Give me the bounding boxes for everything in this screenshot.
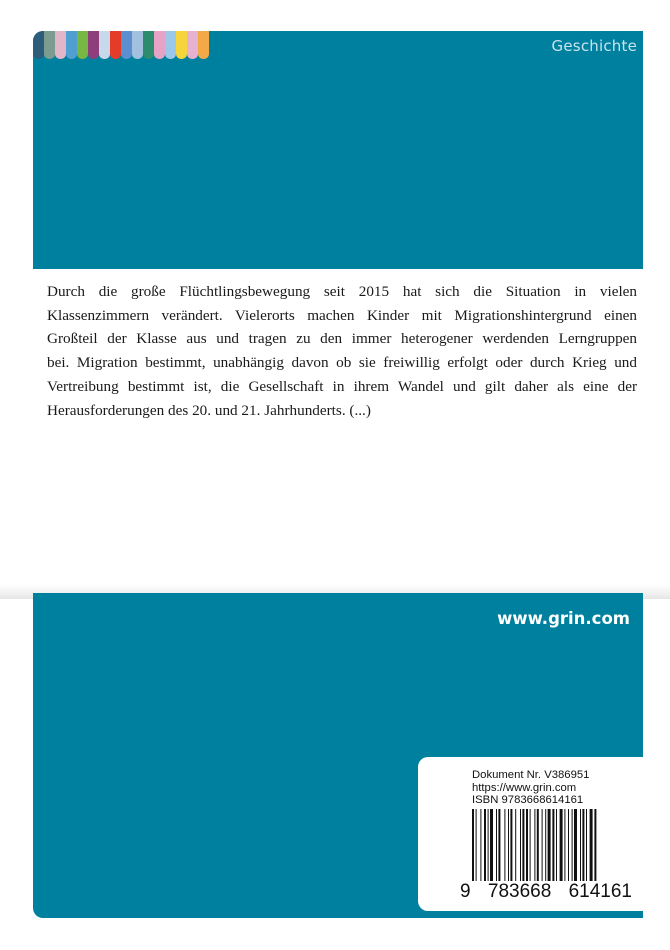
- isbn-label: ISBN 9783668614161: [472, 794, 584, 807]
- cover-bottom-panel: [33, 593, 643, 918]
- cover-top-panel: [33, 31, 643, 269]
- blurb-line: Durch die große Flüchtlingsbewegung seit 2015 hat sich die Situation in vielen: [47, 283, 637, 300]
- color-stripes: [33, 31, 209, 59]
- isbn-digit-group: 9: [460, 881, 471, 902]
- blurb-line: bei. Migration bestimmt, unabhängig davon ob sie freiwillig erfolgt oder durch Krieg und: [47, 354, 637, 372]
- document-number: Dokument Nr. V386951: [472, 769, 590, 781]
- isbn-digit-group: 783668: [487, 881, 552, 902]
- color-stripe: [99, 31, 110, 59]
- blurb-line: Klassenzimmern verändert. Vielerorts machen Kinder mit Migrationshintergrund einen: [47, 306, 637, 324]
- color-stripe: [121, 31, 132, 59]
- blurb-text: [47, 280, 637, 422]
- color-stripe: [143, 31, 154, 59]
- color-stripe: [198, 31, 209, 59]
- color-stripe: [154, 31, 165, 59]
- color-stripe: [132, 31, 143, 59]
- document-url: https://www.grin.com: [472, 781, 577, 794]
- color-stripe: [44, 31, 55, 59]
- site-url[interactable]: www.grin.com: [497, 609, 630, 628]
- isbn-digits: [460, 881, 632, 903]
- blurb-line: Großteil der Klasse aus und tragen zu den immer heterogener werdenden Lerngruppen: [47, 330, 637, 348]
- color-stripe: [165, 31, 176, 59]
- color-stripe: [55, 31, 66, 59]
- category-label: Geschichte: [551, 37, 637, 55]
- color-stripe: [77, 31, 88, 59]
- barcode-icon: [472, 809, 632, 881]
- color-stripe: [33, 31, 44, 59]
- color-stripe: [88, 31, 99, 59]
- isbn-digit-group: 614161: [568, 881, 632, 902]
- blurb-line: Vertreibung bestimmt ist, die Gesellschaft in ihrem Wandel und gilt daher als eine der: [47, 377, 637, 395]
- color-stripe: [66, 31, 77, 59]
- barcode-meta: [472, 769, 589, 807]
- color-stripe: [176, 31, 187, 59]
- blurb-line: Herausforderungen des 20. und 21. Jahrhunderts. (...): [47, 401, 371, 419]
- color-stripe: [110, 31, 121, 59]
- barcode-label: [418, 757, 643, 911]
- color-stripe: [187, 31, 198, 59]
